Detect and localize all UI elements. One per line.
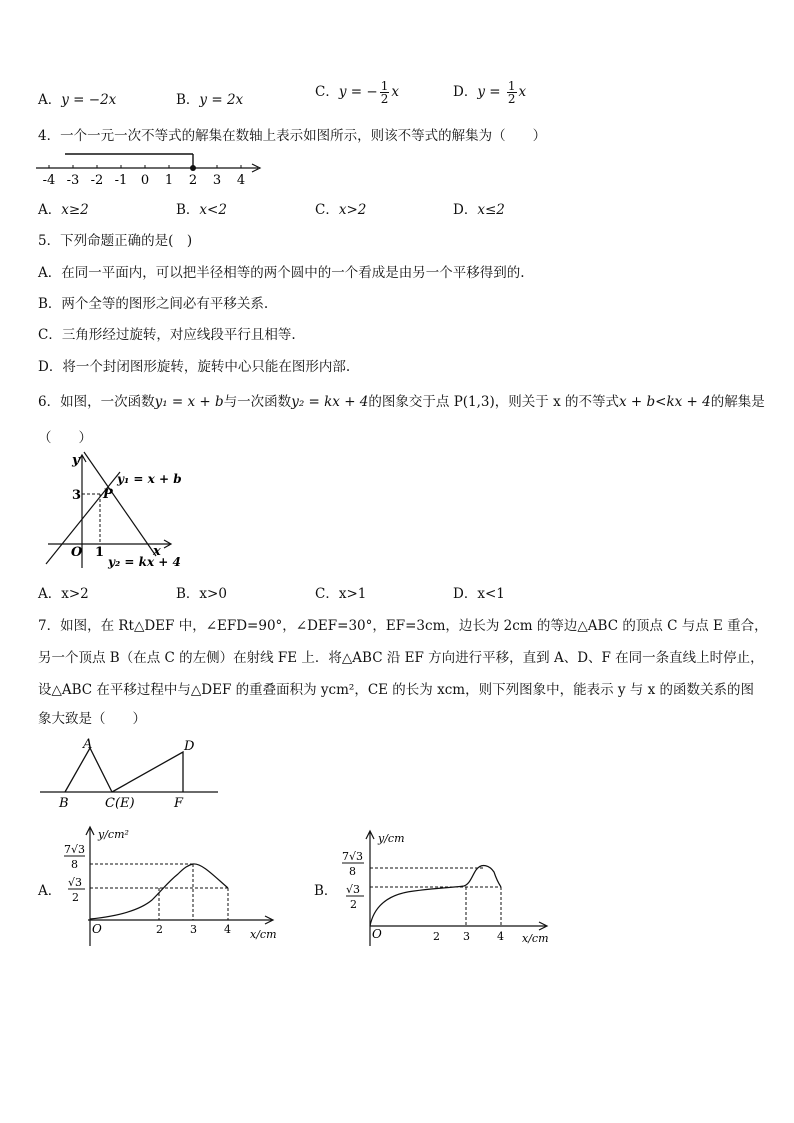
number-line-tick-label: 2 [188, 173, 198, 188]
q6-graph [44, 450, 194, 575]
q3-option-d-letter: D． [453, 84, 478, 100]
q6-line-y1 [46, 472, 120, 564]
q5-option-d[interactable]: D．将一个封闭图形旋转，旋转中心只能在图形内部. [38, 359, 351, 375]
q6-point-label: P [103, 487, 113, 502]
q6-x-label: x [153, 544, 161, 559]
number-line-tick-label: -2 [90, 173, 104, 188]
q4-option-c-letter: C． [315, 202, 339, 218]
q6-option-a-text: x>2 [61, 586, 89, 602]
q6-y-tick-label: 3 [72, 488, 82, 503]
q3-option-a-expr: y = −2x [61, 92, 117, 108]
q6-inequality: x + b<kx + 4 [618, 394, 711, 410]
q6-option-d[interactable]: D．x<1 [453, 586, 505, 602]
q5-option-b[interactable]: B．两个全等的图形之间必有平移关系. [38, 296, 269, 312]
q7-stem-line2: 另一个顶点 B（在点 C 的左侧）在射线 FE 上．将△ABC 沿 EF 方向进行平移，直到 A、D、F 在同一条直线上时停止， [38, 650, 764, 666]
q3-option-c-fraction: $\frac{1}{2}$ [380, 79, 389, 106]
q7-stem-line4: 象大致是（ ） [38, 711, 146, 727]
q7-graph-a-y-label: y/cm² [98, 828, 129, 841]
q4-option-b[interactable] [176, 198, 227, 218]
q7-graph-b [336, 826, 558, 950]
number-line-tick-label: -4 [42, 173, 56, 188]
q7-stem-line1: 7．如图，在 Rt△DEF 中，∠EFD=90°，∠DEF=30°，EF=3cm，边长为 2cm 的等边△ABC 的顶点 C 与点 E 重合， [38, 618, 768, 634]
q6-option-c[interactable]: C．x>1 [315, 586, 367, 602]
q7-graph-b-tick-3: 3 [463, 930, 470, 943]
q7-graph-a-tick-4: 4 [224, 923, 231, 936]
number-line-tick-label: 0 [140, 173, 150, 188]
q5-option-c[interactable]: C．三角形经过旋转，对应线段平行且相等. [38, 327, 296, 343]
q7-label-a: A [83, 737, 93, 752]
q7-graph-a-x-label: x/cm [250, 928, 277, 941]
q7-graph-a-origin: O [92, 922, 102, 936]
number-line-tick-label: -3 [66, 173, 80, 188]
q4-option-d-text: x≤2 [477, 202, 505, 218]
q3-option-a-letter: A． [38, 92, 62, 108]
q3-option-b-letter: B． [176, 92, 200, 108]
q5-option-a[interactable]: A．在同一平面内，可以把半径相等的两个圆中的一个看成是由另一个平移得到的. [38, 265, 525, 281]
q4-option-b-text: x<2 [199, 202, 227, 218]
q7-label-d: D [184, 739, 195, 754]
q7-label-f: F [174, 796, 184, 811]
q4-option-b-letter: B． [176, 202, 200, 218]
q7-graph-b-option[interactable]: B． [314, 883, 338, 899]
q4-option-d-letter: D． [453, 202, 478, 218]
q3-option-c-post: x [391, 84, 399, 100]
q7-graph-b-tick-4: 4 [497, 930, 504, 943]
q7-graph-a-top-den: 8 [71, 858, 78, 871]
q6-stem: 6．如图，一次函数y₁ = x + b与一次函数y₂ = kx + 4的图象交于点 P(1,3)，则关于 x 的不等式x + b<kx + 4的解集是 [38, 394, 765, 410]
q6-x-tick-label: 1 [95, 545, 105, 560]
q7-graph-b-curve [370, 866, 501, 926]
q7-graph-b-low-num: √3 [346, 883, 361, 896]
q6-y2-definition: y₂ = kx + 4 [291, 394, 369, 410]
q6-line1-label: y₁ = x + b [117, 472, 182, 486]
q3-option-c-letter: C． [315, 84, 339, 100]
q7-triangle-abc [65, 748, 112, 792]
number-line-tick-label: 4 [236, 173, 246, 188]
q7-graph-a-tick-2: 2 [156, 923, 163, 936]
q3-option-a[interactable] [38, 88, 116, 108]
q3-option-d[interactable] [453, 80, 526, 105]
q4-number-line [36, 146, 266, 188]
q7-graph-a-top-num: 7√3 [64, 843, 86, 856]
q5-stem: 5．下列命题正确的是( ) [38, 233, 193, 249]
q4-option-d[interactable] [453, 198, 505, 218]
number-line-tick-label: 3 [212, 173, 222, 188]
q6-line2-label: y₂ = kx + 4 [108, 555, 181, 569]
q4-stem: 4．一个一元一次不等式的解集在数轴上表示如图所示，则该不等式的解集为（ ） [38, 128, 547, 144]
q7-triangle-def [112, 752, 183, 792]
q4-option-a-letter: A． [38, 202, 62, 218]
q6-stem-line2: （ ） [38, 430, 92, 446]
q7-graph-b-top-den: 8 [349, 865, 356, 878]
q4-option-a-text: x≥2 [61, 202, 89, 218]
q6-y1-definition: y₁ = x + b [154, 394, 224, 410]
q7-figure [40, 733, 230, 813]
q4-option-c[interactable] [315, 198, 366, 218]
q7-graph-a-low-num: √3 [68, 876, 83, 889]
q6-origin-label: O [71, 545, 83, 560]
q6-option-c-text: x>1 [338, 586, 367, 602]
q3-option-d-fraction: $\frac{1}{2}$ [507, 79, 516, 106]
q6-y-label: y [72, 453, 80, 468]
q6-option-b-text: x>0 [199, 586, 227, 602]
q7-graph-a-option[interactable]: A． [38, 883, 62, 899]
q7-graph-b-top-num: 7√3 [342, 850, 364, 863]
q3-option-b[interactable] [176, 88, 243, 108]
q7-label-b: B [59, 796, 69, 811]
number-line-tick-label: 1 [164, 173, 174, 188]
number-line-tick-label: -1 [114, 173, 128, 188]
q7-label-ce: C(E) [105, 796, 135, 811]
q6-option-d-text: x<1 [477, 586, 505, 602]
q7-graph-b-x-label: x/cm [522, 932, 549, 945]
q7-graph-a-tick-3: 3 [190, 923, 197, 936]
q3-option-c-pre: y = − [338, 84, 378, 100]
q6-option-a[interactable]: A．x>2 [38, 586, 89, 602]
q7-graph-b-y-label: y/cm [378, 832, 405, 845]
q7-graph-b-tick-2: 2 [433, 930, 440, 943]
q3-option-d-pre: y = [477, 84, 505, 100]
q3-option-d-post: x [518, 84, 527, 100]
q4-option-a[interactable] [38, 198, 89, 218]
q7-graph-b-origin: O [372, 927, 382, 941]
q3-option-c[interactable] [315, 80, 399, 105]
q3-option-b-expr: y = 2x [199, 92, 244, 108]
q7-graph-b-low-den: 2 [350, 898, 357, 911]
q7-stem-line3: 设△ABC 在平移过程中与△DEF 的重叠面积为 ycm²，CE 的长为 xcm，则下列图象中，能表示 y 与 x 的函数关系的图 [38, 682, 754, 698]
q6-option-b[interactable]: B．x>0 [176, 586, 227, 602]
q7-graph-a [60, 822, 282, 950]
q4-option-c-text: x>2 [338, 202, 367, 218]
q7-graph-a-low-den: 2 [72, 891, 79, 904]
